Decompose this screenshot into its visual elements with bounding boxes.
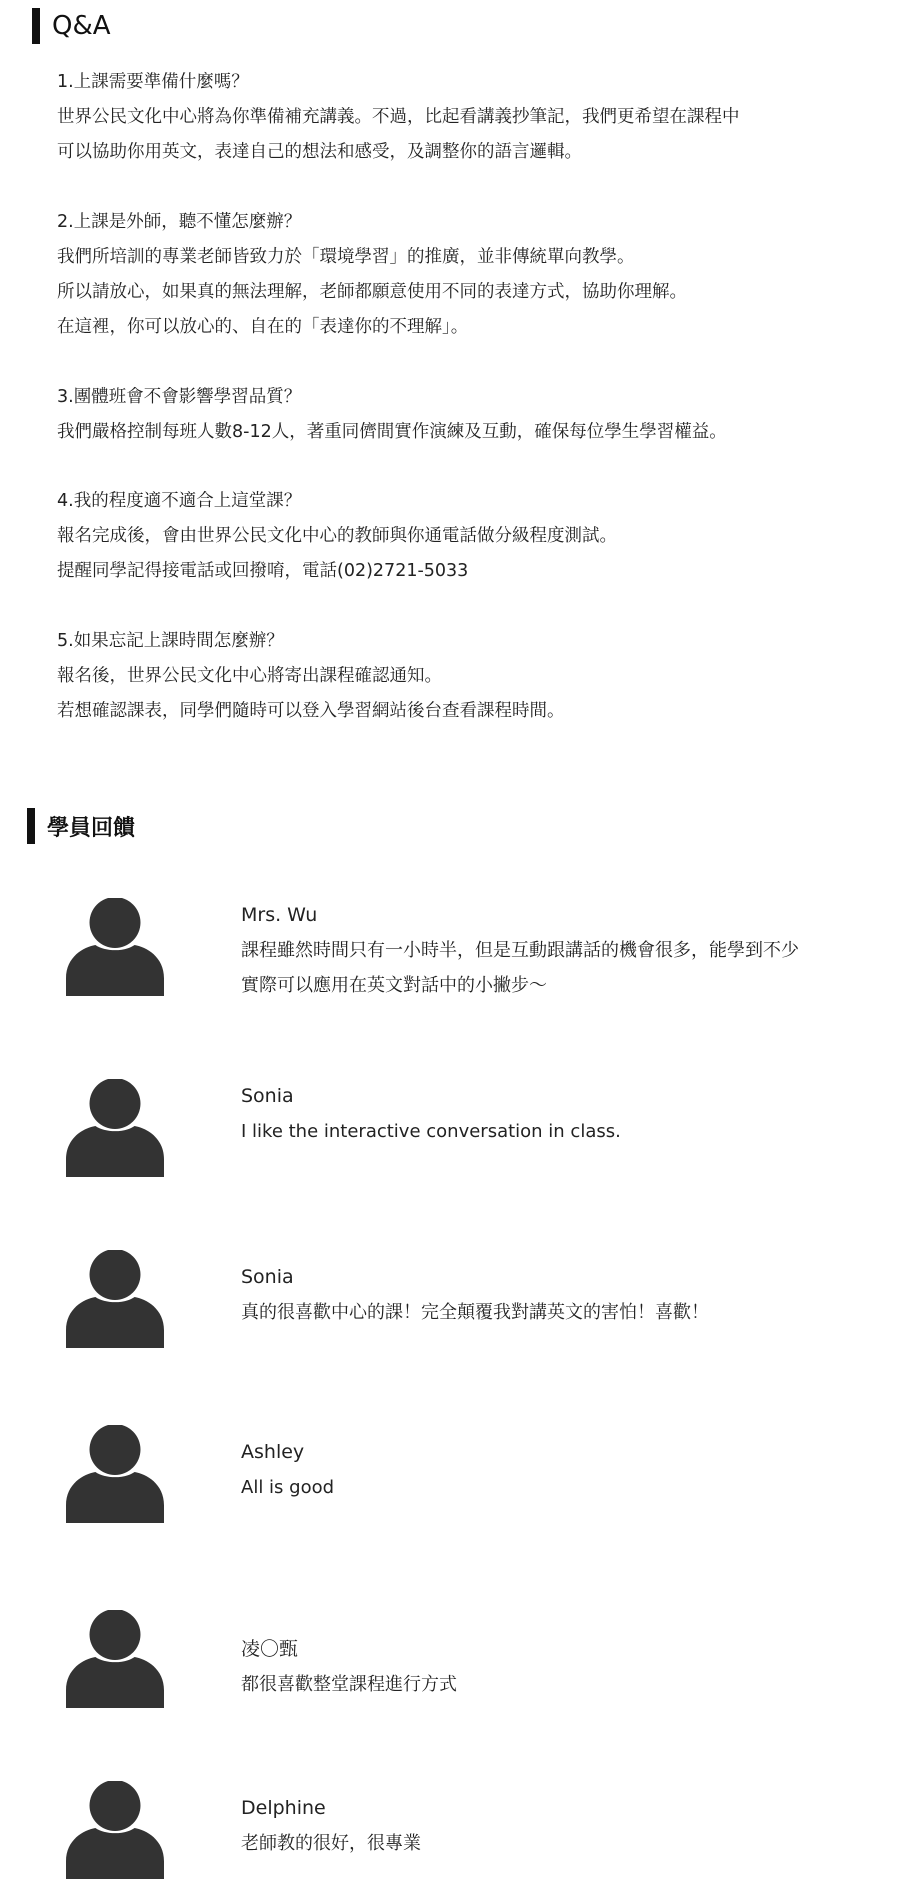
review-text-line: 課程雖然時間只有一小時半，但是互動跟講話的機會很多，能學到不少: [241, 940, 799, 961]
qa-answer-line: 可以協助你用英文，表達自己的想法和感受，及調整你的語言邏輯。: [57, 142, 582, 162]
qa-answer-line: 報名完成後，會由世界公民文化中心的教師與你通電話做分級程度測試。: [57, 526, 617, 546]
qa-answer-line: 在這裡，你可以放心的、自在的「表達你的不理解」。: [57, 317, 469, 337]
qa-item-4: [57, 484, 877, 589]
qa-answer-line: 我們嚴格控制每班人數8-12人，著重同儕間實作演練及互動，確保每位學生學習權益。: [57, 422, 727, 442]
reviewer-name: Sonia: [241, 1266, 294, 1288]
user-avatar-icon: [66, 1610, 164, 1708]
qa-answer-line: 所以請放心，如果真的無法理解，老師都願意使用不同的表達方式，協助你理解。: [57, 282, 687, 302]
reviewer-name: Delphine: [241, 1797, 326, 1819]
qa-question: 4.我的程度適不適合上這堂課？: [57, 491, 302, 511]
user-avatar-icon: [66, 1781, 164, 1879]
review-text-line: 老師教的很好，很專業: [241, 1833, 421, 1854]
qa-item-5: [57, 624, 877, 729]
reviewer-name: Mrs. Wu: [241, 904, 318, 926]
review-content: [241, 1260, 881, 1330]
heading-accent-bar: [32, 8, 40, 44]
review-content: [241, 1791, 881, 1861]
review-content: [241, 1079, 881, 1149]
qa-question: 1.上課需要準備什麼嗎？: [57, 72, 249, 92]
qa-question: 2.上課是外師，聽不懂怎麼辦？: [57, 212, 302, 232]
review-text-line: 實際可以應用在英文對話中的小撇步～: [241, 975, 547, 996]
review-text-line: I like the interactive conversation in class.: [241, 1121, 621, 1142]
qa-item-3: [57, 380, 877, 450]
user-avatar-icon: [66, 1079, 164, 1177]
qa-answer-line: 提醒同學記得接電話或回撥唷，電話(02)2721-5033: [57, 561, 469, 581]
reviewer-name: 凌〇甄: [241, 1638, 299, 1660]
qa-answer-line: 世界公民文化中心將為你準備補充講義。不過，比起看講義抄筆記，我們更希望在課程中: [57, 107, 740, 127]
review-text-line: 真的很喜歡中心的課！完全顛覆我對講英文的害怕！喜歡！: [241, 1302, 709, 1323]
reviewer-name: Ashley: [241, 1441, 305, 1463]
reviewer-name: Sonia: [241, 1085, 294, 1107]
qa-answer-line: 我們所培訓的專業老師皆致力於「環境學習」的推廣，並非傳統單向教學。: [57, 247, 635, 267]
review-content: [241, 1632, 881, 1702]
qa-question: 3.團體班會不會影響學習品質？: [57, 387, 302, 407]
review-content: [241, 1435, 881, 1505]
qa-answer-line: 若想確認課表，同學們隨時可以登入學習網站後台查看課程時間。: [57, 701, 565, 721]
user-avatar-icon: [66, 1425, 164, 1523]
review-text-line: 都很喜歡整堂課程進行方式: [241, 1674, 457, 1695]
qa-section-heading: [32, 8, 111, 44]
user-avatar-icon: [66, 898, 164, 996]
heading-accent-bar: [27, 808, 35, 844]
qa-item-1: [57, 65, 877, 170]
review-content: [241, 898, 881, 1003]
feedback-section-heading: [27, 808, 135, 844]
qa-item-2: [57, 205, 877, 345]
user-avatar-icon: [66, 1250, 164, 1348]
feedback-title: 學員回饋: [47, 815, 136, 841]
qa-title: Q&A: [52, 11, 111, 41]
review-text-line: All is good: [241, 1477, 335, 1498]
qa-answer-line: 報名後，世界公民文化中心將寄出課程確認通知。: [57, 666, 442, 686]
qa-question: 5.如果忘記上課時間怎麼辦？: [57, 631, 284, 651]
